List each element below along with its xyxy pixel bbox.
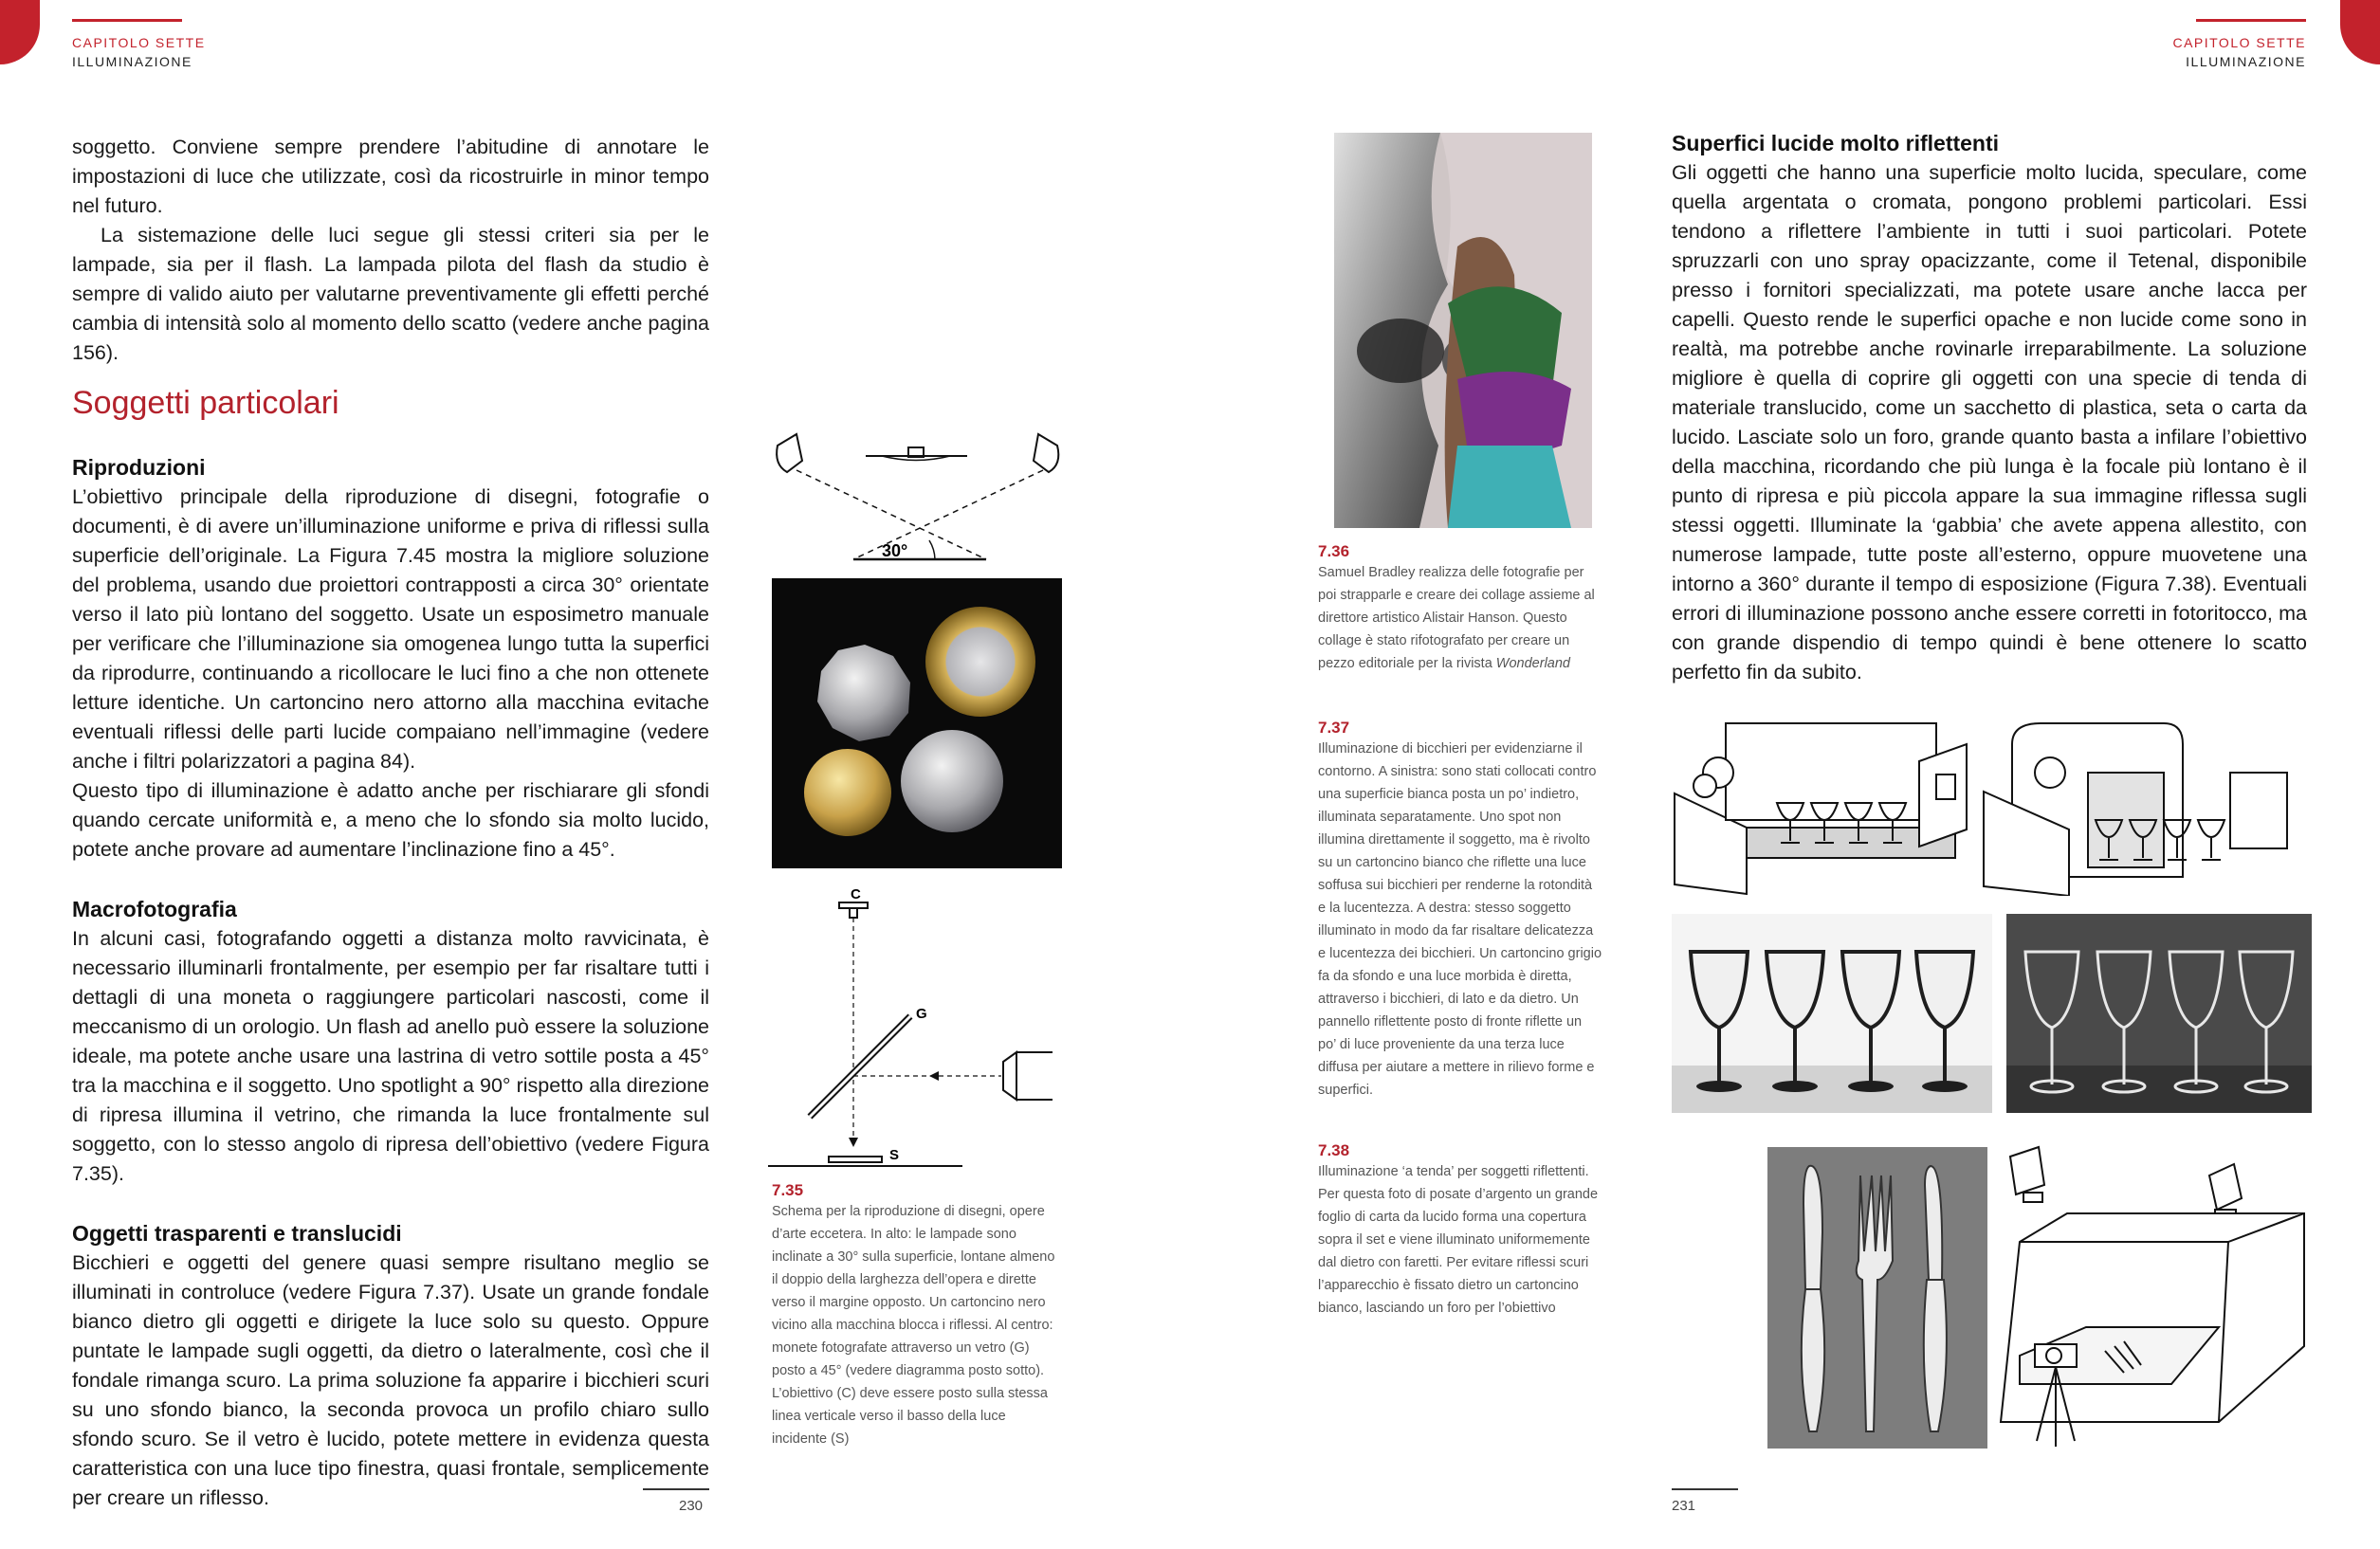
glass-45-diagram	[768, 882, 1071, 1175]
page-tab-left	[0, 0, 40, 64]
caption-7-35	[772, 1181, 1062, 1450]
folio-rule	[643, 1488, 709, 1490]
cutlery-photo	[1767, 1147, 1987, 1449]
section-label: ILLUMINAZIONE	[2186, 54, 2306, 69]
paragraph: Bicchieri e oggetti del genere quasi sempre risultano meglio se illuminati in controluce (vedere Figura 7.37). Usate un grande fondale bianco dietro gli oggetti e dirigete la luce solo su questo. Oppure puntate le lampade sugli oggetti, da dietro o lateralmente, così che il fondale rimanga scuro. La prima soluzione fa apparire i bicchieri scuri su uno sfondo bianco, la seconda provoca un profilo chiaro sullo sfondo scuro. Se il vetro è lucido, potete mettere in evidenza questa caratteristica con una luce tipo finestra, quasi frontale, semplicemente per creare un riflesso.	[72, 1251, 709, 1509]
subsection-title: Superfici lucide molto riflettenti	[1672, 131, 2000, 155]
spotlight-icon	[1003, 1052, 1016, 1100]
coin-bimetal	[925, 607, 1035, 717]
figure-number: 7.37	[1318, 719, 1350, 737]
lamp-right-icon	[1034, 434, 1058, 472]
caption-7-36	[1318, 542, 1602, 675]
trasparenti-section	[72, 1219, 709, 1513]
folio-rule	[1672, 1488, 1738, 1490]
macrofotografia-section	[72, 895, 709, 1189]
riproduzioni-section	[72, 453, 709, 865]
caption-7-38	[1318, 1141, 1602, 1320]
paragraph: Questo tipo di illuminazione è adatto anche per rischiarare gli sfondi quando cercate uniformità e, a meno che lo sfondo sia molto lucido, potete anche provare ad aumentare l’inclinazione fino a 45°.	[72, 779, 709, 861]
tent-lighting-diagram	[1982, 1138, 2312, 1450]
figure-number: 7.36	[1318, 542, 1350, 560]
spotlight-icon	[2010, 1147, 2044, 1194]
glasses-photo-grey	[2006, 914, 2312, 1113]
label-c: C	[851, 886, 861, 902]
glasses-lighting-diagrams	[1671, 716, 2312, 896]
page-tab-right	[2340, 0, 2380, 64]
subsection-title: Oggetti trasparenti e translucidi	[72, 1221, 402, 1246]
caption-text: Illuminazione di bicchieri per evidenziarne il contorno. A sinistra: sono stati collocati contro una superficie bianca posta un po’ indietro, illuminata separatamente. Uno spot non illumina direttamente il soggetto, ma è rivolto su un cartoncino bianco che riflette una luce soffusa sui bicchieri per renderne la rotondità e la lucentezza. A destra: stesso soggetto illuminato in modo da far risaltare delicatezza e lucentezza dei bicchieri. Un cartoncino grigio fa da sfondo e una luce morbida è diretta, attraverso i bicchieri, di lato e da dietro. Un pannello riflettente posto di fronte riflette un po’ di luce proveniente da una terza luce diffusa per aiutare a mettere in rilievo forme e superfici.	[1318, 741, 1602, 1098]
collage-photo	[1334, 133, 1592, 528]
section-title: Soggetti particolari	[72, 385, 339, 421]
caption-text: Illuminazione ‘a tenda’ per soggetti riflettenti. Per questa foto di posate d’argento un grande foglio di carta da lucido forma una copertura sopra il set e viene illuminato uniformemente dal dietro con faretti. Per evitare riflessi scuri l’apparecchio è fissato dietro un cartoncino bianco, lasciando un foro per l’obiettivo	[1318, 1164, 1599, 1316]
section-label: ILLUMINAZIONE	[72, 54, 192, 69]
lamp-left-icon	[777, 434, 802, 472]
intro-paragraph: La sistemazione delle luci segue gli stessi criteri sia per le lampade, sia per il flash. La lampada pilota del flash da studio è sempre di valido aiuto per valutarne preventivamente gli effetti perché cambia di intensità solo al momento dello scatto (vedere anche pagina 156).	[72, 224, 709, 364]
glasses-photo-white	[1672, 914, 1992, 1113]
chapter-label: CAPITOLO SETTE	[72, 35, 206, 50]
label-g: G	[916, 1006, 927, 1022]
paragraph: In alcuni casi, fotografando oggetti a distanza molto ravvicinata, è necessario illuminarli frontalmente, per esempio per far risaltare tutti i dettagli di una moneta o raggiungere particolari nascosti, come il meccanismo di un orologio. Un flash ad anello può essere la soluzione ideale, ma potete anche usare una lastrina di vetro sottile posta a 45° tra la macchina e il soggetto. Uno spotlight a 90° rispetto alla direzione di ripresa illumina il vetrino, che rimanda la luce frontalmente sul soggetto, con lo stesso angolo di ripresa dell’obiettivo (vedere Figura 7.35).	[72, 927, 709, 1185]
figure-number: 7.35	[772, 1181, 804, 1199]
caption-text: Schema per la riproduzione di disegni, opere d’arte eccetera. In alto: le lampade sono inclinate a 30° sulla superficie, lontane almeno il doppio della larghezza dell’opera e dirette verso il margine opposto. Un cartoncino nero vicino alla macchina blocca i riflessi. Al centro: monete fotografate attraverso un vetro (G) posto a 45° (vedere diagramma posto sotto). L’obiettivo (C) deve essere posto sulla stessa linea verticale verso il basso della luce incidente (S)	[772, 1204, 1055, 1447]
page-number-left: 230	[679, 1498, 704, 1514]
figure-number: 7.38	[1318, 1141, 1350, 1159]
copy-lighting-diagram	[768, 427, 1071, 569]
intro-paragraph: soggetto. Conviene sempre prendere l’abitudine di annotare le impostazioni di luce che utilizzate, così da ricostruirle in minor tempo nel futuro.	[72, 136, 709, 217]
paragraph: Gli oggetti che hanno una superficie molto lucida, speculare, come quella argentata o cromata, pongono problemi particolari. Essi tendono a riflettere l’ambiente in tutti i suoi particolari. Potete spruzzarli con uno spray opacizzante, come il Tetenal, disponibile presso i fornitori specializzati, ma potete usare anche lacca per capelli. Questo rende le superfici opache e non lucide come sono in realtà, ma potrebbe anche rovinarle irreparabilmente. La soluzione migliore è quella di coprire gli oggetti con una specie di tenda di materiale translucido, come un sacchetto di plastica, seta o carta da lucido. Lasciate solo un foro, grande quanto basta a infilare l’obiettivo della macchina, ricordando che più lunga è la focale più lontano è il punto di ripresa e più piccola appare la sua immagine riflessa sugli stessi oggetti. Illuminate la ‘gabbia’ che avete appena allestito, con numerose lampade, tutte poste all’esterno, oppure muovetene una intorno a 360° durante il tempo di esposizione (Figura 7.38). Eventuali errori di illuminazione possono anche essere corretti in fotoritocco, ma con grande dispendio di tempo quindi è bene ottenere lo scatto perfetto fin da subito.	[1672, 161, 2307, 683]
intro-text	[72, 133, 709, 368]
subsection-title: Riproduzioni	[72, 455, 206, 480]
paragraph: L’obiettivo principale della riproduzione di disegni, fotografie o documenti, è di avere un’illuminazione uniforme e priva di riflessi sulla superficie dell’originale. La Figura 7.45 mostra la migliore soluzione del problema, usando due proiettori contrapposti a circa 30° orientate verso il lato più lontano del soggetto. Usate un esposimetro manuale per verificare che l’illuminazione sia omogenea lungo tutta la superfici da riprodurre, continuando a ricollocare le luci fino a che non ottenete letture identiche. Un cartoncino nero attorno alla macchina evitache eventuali riflessi delle parti lucide compaiano nell’immagine (vedere anche i filtri polarizzatori a pagina 84).	[72, 485, 709, 773]
superfici-lucide-section	[1672, 129, 2307, 687]
label-s: S	[889, 1147, 900, 1163]
subsection-title: Macrofotografia	[72, 897, 237, 921]
coin-gold	[804, 749, 891, 836]
angle-label: 30°	[882, 541, 908, 560]
coin-silver	[901, 730, 1003, 832]
caption-text: Samuel Bradley realizza delle fotografie per poi strapparle e creare dei collage assieme al direttore artistico Alistair Hanson. Questo collage è stato rifotografato per creare un pezzo editoriale per la rivista Wonderland	[1318, 565, 1595, 671]
coins-photo	[772, 578, 1062, 868]
page-number-right: 231	[1672, 1498, 1696, 1514]
chapter-label: CAPITOLO SETTE	[2172, 35, 2306, 50]
caption-7-37	[1318, 719, 1602, 1102]
spotlight-icon	[2209, 1164, 2242, 1210]
running-head-left	[72, 19, 206, 71]
running-head-right	[2172, 19, 2306, 71]
